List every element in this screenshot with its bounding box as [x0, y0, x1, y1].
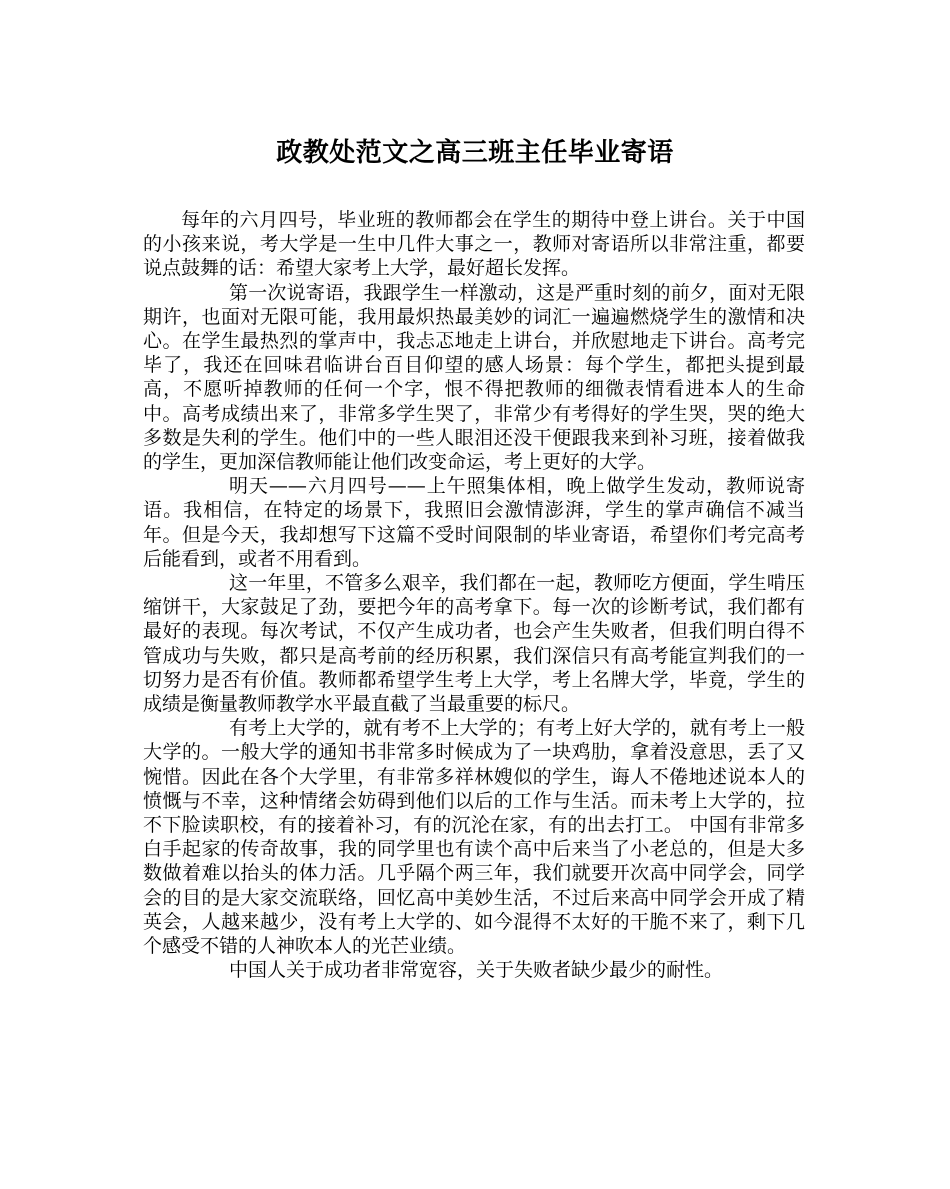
- paragraph-4: 这一年里，不管多么艰辛，我们都在一起，教师吃方便面，学生啃压缩饼干，大家鼓足了劲，要把今年的高考拿下。每一次的诊断考试，我们都有最好的表现。每次考试，不仅产生成功者，也会产生失败者，但我们明白得不管成功与失败，都只是高考前的经历积累，我们深信只有高考能宣判我们的一切努力是否有价值。教师都希望学生考上大学，考上名牌大学，毕竟，学生的成绩是衡量教师教学水平最直截了当最重要的标尺。: [143, 572, 805, 716]
- paragraph-6: 中国人关于成功者非常宽容，关于失败者缺少最少的耐性。: [229, 959, 724, 982]
- paragraph-1: 每年的六月四号，毕业班的教师都会在学生的期待中登上讲台。关于中国的小孩来说，考大学是一生中几件大事之一，教师对寄语所以非常注重，都要说点鼓舞的话：希望大家考上大学，最好超长发挥。: [143, 209, 805, 280]
- paragraph-5: 有考上大学的，就有考不上大学的；有考上好大学的，就有考上一般大学的。一般大学的通知书非常多时候成为了一块鸡肋，拿着没意思，丢了又惋惜。因此在各个大学里，有非常多祥林嫂似的学生，诲人不倦地述说本人的愤慨与不幸，这种情绪会妨碍到他们以后的工作与生活。而未考上大学的，拉不下脸读职校，有的接着补习，有的沉沦在家，有的出去打工。 中国有非常多白手起家的传奇故事，我的同学里也有读个高中后来当了小老总的，但是大多数做着难以抬头的体力活。几乎隔个两三年，我们就要开次高中同学会，同学会的目的是大家交流联络，回忆高中美妙生活，不过后来高中同学会开成了精英会，人越来越少，没有考上大学的、如今混得不太好的干脆不来了，剩下几个感受不错的人神吹本人的光芒业绩。: [143, 717, 805, 958]
- document-title: 政教处范文之高三班主任毕业寄语: [276, 138, 674, 168]
- paragraph-3: 明天——六月四号——上午照集体相，晚上做学生发动，教师说寄语。我相信，在特定的场景下，我照旧会激情澎湃，学生的掌声确信不减当年。但是今天，我却想写下这篇不受时间限制的毕业寄语，希望你们考完高考后能看到，或者不用看到。: [143, 475, 805, 570]
- paragraph-2: 第一次说寄语，我跟学生一样激动，这是严重时刻的前夕，面对无限期许，也面对无限可能，我用最炽热最美妙的词汇一遍遍燃烧学生的激情和决心。在学生最热烈的掌声中，我忐忑地走上讲台，并欣慰地走下讲台。高考完毕了，我还在回味君临讲台百目仰望的感人场景：每个学生，都把头提到最高，不愿听掉教师的任何一个字，恨不得把教师的细微表情看进本人的生命中。高考成绩出来了，非常多学生哭了，非常少有考得好的学生哭，哭的绝大多数是失利的学生。他们中的一些人眼泪还没干便跟我来到补习班，接着做我的学生，更加深信教师能让他们改变命运，考上更好的大学。: [143, 281, 805, 474]
- document-body: [143, 208, 805, 983]
